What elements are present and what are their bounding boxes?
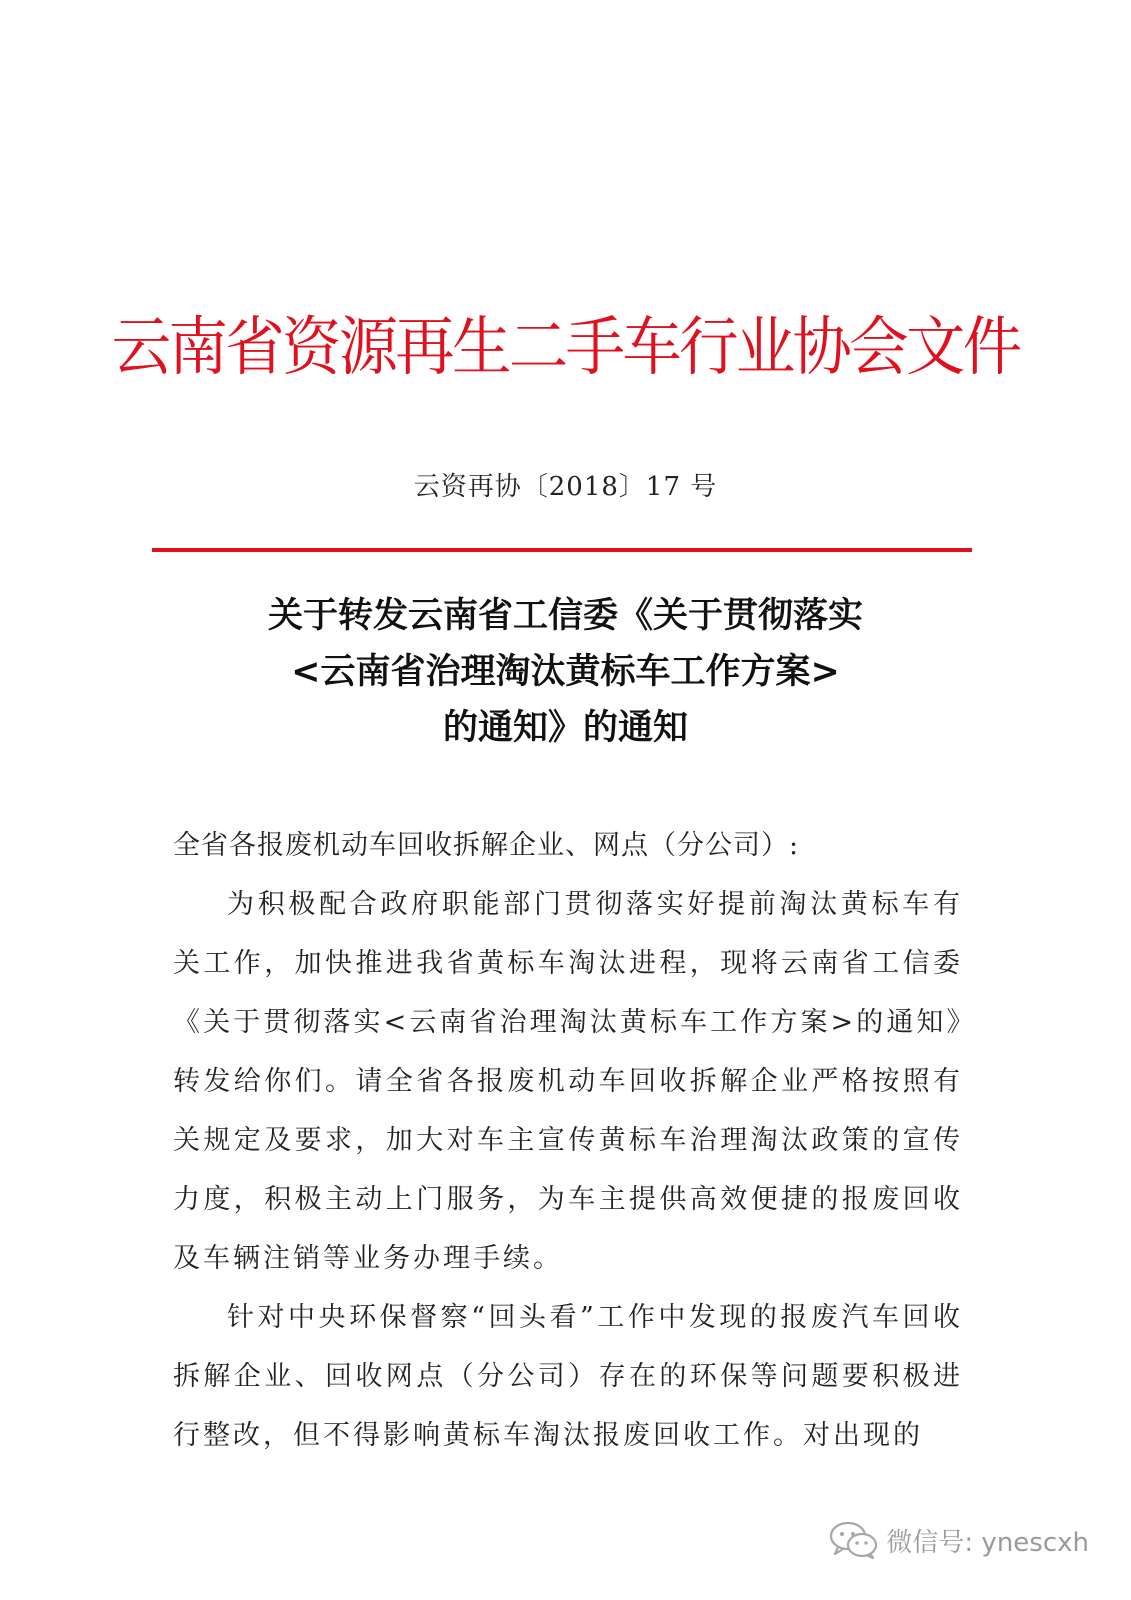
title-line-1: 关于转发云南省工信委《关于贯彻落实: [267, 596, 863, 636]
watermark-text: 微信号: ynescxh: [886, 1527, 1089, 1558]
red-divider: [152, 548, 972, 552]
document-title: [0, 588, 1131, 756]
wechat-icon: [828, 1520, 880, 1560]
salutation: 全省各报废机动车回收拆解企业、网点（分公司）:: [173, 830, 800, 861]
document-body: [173, 816, 963, 1465]
wechat-watermark: [828, 1520, 1089, 1560]
title-line-2: <云南省治理淘汰黄标车工作方案>: [291, 652, 840, 692]
paragraph-2: 针对中央环保督察“回头看”工作中发现的报废汽车回收拆解企业、回收网点（分公司）存在的环保等问题要积极进行整改，但不得影响黄标车淘汰报废回收工作。对出现的: [173, 1302, 963, 1451]
doc-number: 云资再协〔2018〕17 号: [413, 472, 718, 502]
title-line-3: 的通知》的通知: [442, 708, 688, 748]
org-header: 云南省资源再生二手车行业协会文件: [111, 311, 1020, 385]
paragraph-1: 为积极配合政府职能部门贯彻落实好提前淘汰黄标车有关工作，加快推进我省黄标车淘汰进程，现将云南省工信委《关于贯彻落实<云南省治理淘汰黄标车工作方案>的通知》转发给你们。请全省各报废机动车回收拆解企业严格按照有关规定及要求，加大对车主宣传黄标车治理淘汰政策的宣传力度，积极主动上门服务，为车主提供高效便捷的报废回收及车辆注销等业务办理手续。: [173, 889, 963, 1274]
